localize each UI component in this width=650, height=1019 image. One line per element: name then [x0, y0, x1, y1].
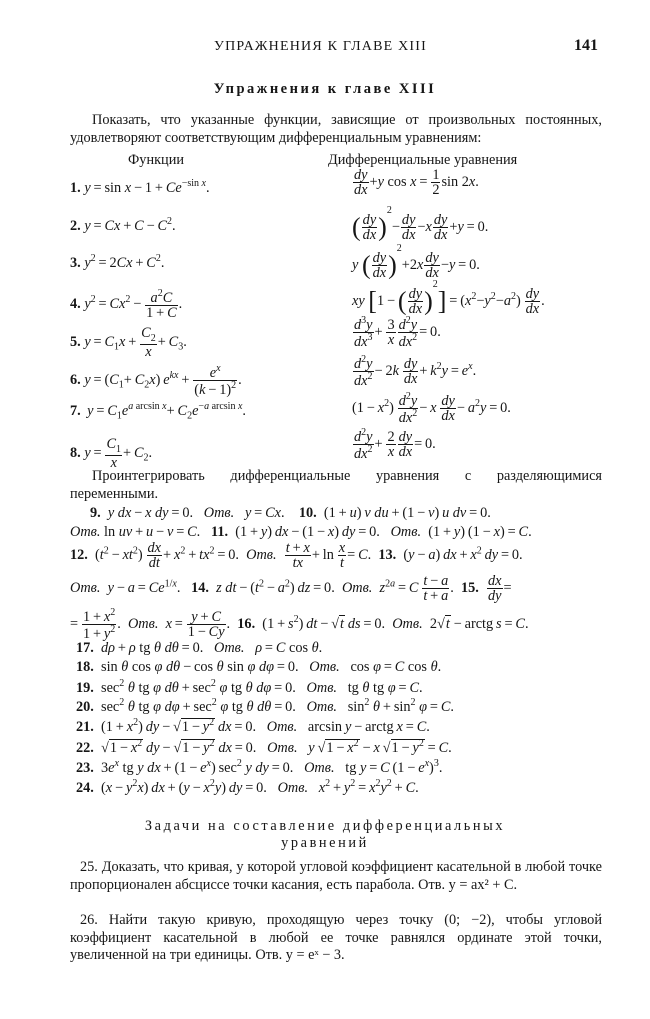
exercise-21: 21. $(1 + x^2)$ dy − $√1 - y^2$ dx = 0. Отв. arcsin y − arctg x = C. [76, 717, 430, 735]
exercise-1-function: 1. $y = \sin x - 1 + Ce^{-sin x}$. [70, 178, 210, 196]
exercise-9-10: 9. y dx − x dy = 0. Отв. y = Cx. 10. (1 + u) v du + (1 − v) u dv = 0. [90, 505, 491, 521]
exercise-24: 24. $(x - y^2x)$ dx + $(y - x^2y)$ dy = 0. Отв. $x^2 + y^2 = x^2y^2 + C$. [76, 778, 419, 796]
exercise-5-equation: $\frac{d^3y}{dx^3}$ + $\frac{3}{x}$ $\frac{d^2y}{dx^2}$ = 0. [354, 315, 441, 350]
task-25: 25. Доказать, что кривая, у которой угловой коэффициент касательной в любой точке пропорционален абсциссе точки касания, есть парабола. Отв. y = ax² + C. [70, 859, 602, 893]
exercise-2-function: 2. $y = Cx + C - C^2$. [70, 216, 176, 234]
exercise-2-equation: ( $\frac{dy}{dx}$ )$^2$− $\frac{dy}{dx}$ −x $\frac{dy}{dx}$ +y = 0. [352, 205, 489, 244]
exercise-17: 17. dρ + ρ tg θ dθ = 0. Отв. ρ = C cos θ. [76, 640, 323, 656]
exercise-20: 20. $\sec^2 \theta$ tg φ $d\varphi + \sec^2 \varphi$ tg θ dθ = 0. Отв. $\sin^2 \theta + \sin^2 \varphi = C$. [76, 697, 454, 715]
page-number: 141 [574, 37, 598, 54]
exercise-4-function: 4. $y^2 = Cx^2$ − $\frac{a^2C}{1 + C}$ . [70, 288, 183, 322]
column-header-equations: Дифференциальные уравнения [328, 152, 518, 168]
column-header-functions: Функции [128, 152, 184, 168]
running-title: УПРАЖНЕНИЯ К ГЛАВЕ XIII [214, 39, 427, 54]
separable-intro: Проинтегрировать дифференциальные уравнения с разделяющимися переменными. [70, 468, 602, 502]
task-26: 26. Найти такую кривую, проходящую через точку (0; −2), чтобы угловой коэффициент касательной в любой ее точке равнялся ординате этой точки, увеличенной на три единицы. Отв. y = eˣ − 3. [70, 912, 602, 963]
exercise-7-function: 7. $y = C_1e^{a arcsin x}+ C_2e^{-a arcsin x}$. [70, 401, 246, 422]
exercise-13-answer-14-15: Отв. $y - a = Ce^{1/x}$. 14. z dt − $(t^2 - a^2)$ dz = 0. Отв. $z^{2a} = C$ $\frac{t - a}{t + a}$ . 15. $\frac{dx}{dy}$ = [70, 573, 512, 605]
exercise-15-16: = $\frac{1 + x^2}{1 + y^2}$ . Отв. x = $\frac{y + C}{1 - Cy}$ . 16. $(1 + s^2)$ dt − √t ds = 0. Отв. 2√t − arctg s = C. [70, 607, 529, 642]
exercise-19: 19. $\sec^2 \theta$ tg φ $d\theta + \sec^2 \varphi$ tg θ dφ = 0. Отв. tg θ tg φ = C. [76, 678, 423, 696]
exercise-8-equation: $\frac{d^2y}{dx^2}$ + $\frac{2}{x}$ $\frac{dy}{dx}$ = 0. [354, 427, 436, 462]
exercise-8-function: 8. y = $\frac{C_1}{x}$ + $C_2$. [70, 436, 153, 471]
exercise-22: 22. $√1 - x^2$ dy − $√1 - y^2$ dx = 0. Отв. y $√1 - x^2 - x$ $√1 - y^2 = C$. [76, 738, 452, 756]
intro-paragraph: Показать, что указанные функции, зависящие от произвольных постоянных, удовлетворяют соответствующим дифференциальным уравнениям: [70, 112, 602, 146]
exercise-7-equation: $(1 - x^2)$ $\frac{d^2y}{dx^2}$ − x $\frac{dy}{dx}$ − $a^2y = 0$. [352, 391, 511, 426]
exercise-23: 23. $3e^x$ tg y dx + $(1 - e^x)$ $\sec^2 y$ dy = 0. Отв. tg y = C $(1 - e^x)^3$. [76, 758, 443, 776]
exercise-12-13: 12. $(t^2 - xt^2)$ $\frac{dx}{dt}$ + $x^2 + tx^2 = 0$. Отв. $\frac{t + x}{tx}$ + ln $\frac{x}{t}$ = C. 13. (y − a) dx + $x^2$ dy = 0. [70, 540, 523, 572]
exercise-6-function: 6. $y = (C_1+ C_2x) e^{kx}$ + $\frac{e^x}{(k - 1)^2}$ . [70, 363, 242, 398]
exercise-3-function: 3. $y^2 = 2Cx + C^2$. [70, 253, 165, 271]
exercise-18: 18. sin θ cos φ dθ − cos θ sin φ dφ = 0. Отв. cos φ = C cos θ. [76, 659, 442, 675]
exercise-1-equation: $\frac{dy}{dx}$ +y cos x = $\frac{1}{2}$ sin 2x. [354, 167, 479, 199]
tasks-section-title-line2: уравнений [281, 835, 369, 851]
exercise-3-equation: y ( $\frac{dy}{dx}$ )$^2$+2x $\frac{dy}{dx}$ −y = 0. [352, 243, 480, 282]
tasks-section-title-line1: Задачи на составление дифференциальных [144, 818, 506, 834]
exercise-6-equation: $\frac{d^2y}{dx^2}$ − 2k $\frac{dy}{dx}$ + $k^2y = e^x$. [354, 354, 477, 389]
exercise-10-answer-11: Отв. ln uv + u − v = C. 11. (1 + y) dx − (1 − x) dy = 0. Отв. (1 + y) (1 − x) = C. [70, 524, 532, 540]
section-title: Упражнения к главе XIII [213, 81, 437, 97]
exercise-4-equation: xy [1 − ( $\frac{dy}{dx}$ )$^2] = (x^2-y^2-a^2)$ $\frac{dy}{dx}$ . [352, 279, 545, 318]
exercise-5-function: 5. $y = C_1x$ + $\frac{C_2}{x}$ + $C_3$. [70, 325, 187, 360]
